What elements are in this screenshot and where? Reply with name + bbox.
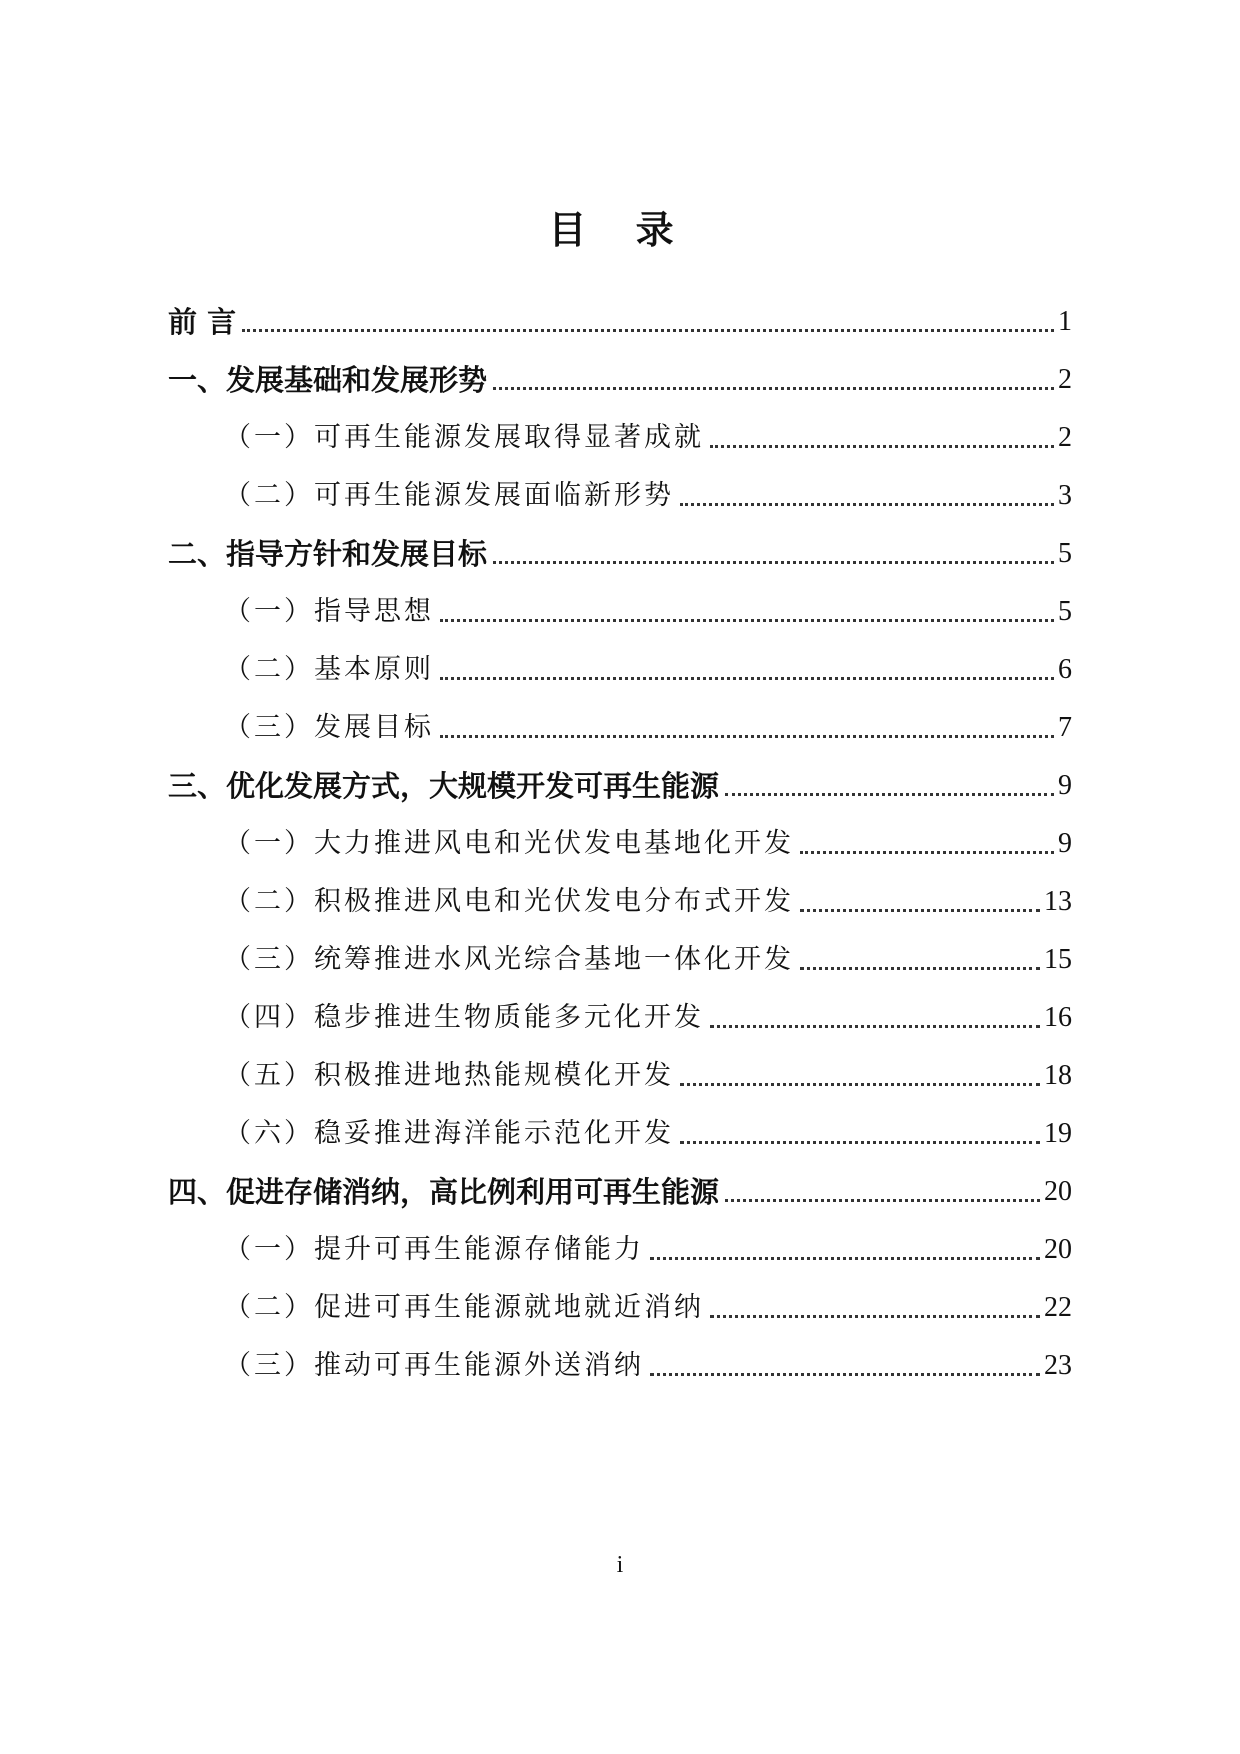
toc-title: 目 录	[548, 208, 692, 252]
toc-entry-page: 5	[1058, 538, 1072, 569]
toc-entry-section-4-1[interactable]	[224, 1226, 1072, 1270]
dot-leader	[800, 967, 1040, 970]
toc-entry-section-3-4[interactable]	[224, 994, 1072, 1038]
dot-leader	[800, 909, 1040, 912]
toc-entry-section-2-3[interactable]	[224, 704, 1072, 748]
dot-leader	[680, 1141, 1040, 1144]
dot-leader	[725, 1199, 1040, 1202]
dot-leader	[440, 735, 1054, 738]
toc-entry-page: 9	[1058, 828, 1072, 859]
toc-entry-preface[interactable]	[168, 298, 1072, 342]
dot-leader	[680, 503, 1054, 506]
toc-entry-section-2-2[interactable]	[224, 646, 1072, 690]
toc-entry-section-4-3[interactable]	[224, 1342, 1072, 1386]
toc-entry-chapter-2[interactable]	[168, 530, 1072, 574]
toc-entry-label: （六）稳妥推进海洋能示范化开发	[224, 1118, 674, 1149]
toc-entry-section-3-6[interactable]	[224, 1110, 1072, 1154]
toc-entry-section-4-2[interactable]	[224, 1284, 1072, 1328]
toc-entry-label: 一、发展基础和发展形势	[168, 363, 488, 397]
dot-leader	[440, 677, 1054, 680]
toc-entry-chapter-3[interactable]	[168, 762, 1072, 806]
dot-leader	[440, 619, 1054, 622]
dot-leader	[710, 445, 1054, 448]
dot-leader	[680, 1083, 1040, 1086]
toc-entry-section-3-1[interactable]	[224, 820, 1072, 864]
toc-entry-label: （三）推动可再生能源外送消纳	[224, 1350, 644, 1381]
toc-entry-page: 2	[1058, 364, 1072, 395]
toc-entry-page: 18	[1044, 1060, 1072, 1091]
toc-entry-page: 23	[1044, 1350, 1072, 1381]
dot-leader	[725, 793, 1054, 796]
toc-entry-label: 二、指导方针和发展目标	[168, 537, 488, 571]
page-number: i	[616, 1552, 624, 1578]
toc-entry-section-3-2[interactable]	[224, 878, 1072, 922]
dot-leader	[650, 1257, 1040, 1260]
toc-entry-page: 1	[1058, 306, 1072, 337]
toc-entry-label: （一）可再生能源发展取得显著成就	[224, 422, 704, 453]
dot-leader	[710, 1025, 1040, 1028]
toc-entry-page: 22	[1044, 1292, 1072, 1323]
toc-entry-section-1-2[interactable]	[224, 472, 1072, 516]
toc-entry-section-3-3[interactable]	[224, 936, 1072, 980]
toc-entry-page: 20	[1044, 1176, 1072, 1207]
toc-entry-page: 2	[1058, 422, 1072, 453]
toc-entry-label: 四、促进存储消纳，高比例利用可再生能源	[168, 1175, 720, 1209]
toc-entry-label: 三、优化发展方式，大规模开发可再生能源	[168, 769, 720, 803]
toc-entry-label: （五）积极推进地热能规模化开发	[224, 1060, 674, 1091]
toc-entry-section-1-1[interactable]	[224, 414, 1072, 458]
toc-entry-label: （四）稳步推进生物质能多元化开发	[224, 1002, 704, 1033]
toc-entry-label: （二）积极推进风电和光伏发电分布式开发	[224, 886, 794, 917]
toc-entry-chapter-1[interactable]	[168, 356, 1072, 400]
dot-leader	[710, 1315, 1040, 1318]
toc-entry-page: 9	[1058, 770, 1072, 801]
toc-entry-page: 5	[1058, 596, 1072, 627]
toc-entry-label: （二）促进可再生能源就地就近消纳	[224, 1292, 704, 1323]
toc-entry-label: （二）基本原则	[224, 654, 434, 685]
toc-entry-label: （一）提升可再生能源存储能力	[224, 1234, 644, 1265]
toc-entry-label: （三）发展目标	[224, 712, 434, 743]
dot-leader	[493, 561, 1054, 564]
toc-entry-label: （三）统筹推进水风光综合基地一体化开发	[224, 944, 794, 975]
toc-entry-section-2-1[interactable]	[224, 588, 1072, 632]
toc-entry-page: 7	[1058, 712, 1072, 743]
toc-entry-section-3-5[interactable]	[224, 1052, 1072, 1096]
dot-leader	[800, 851, 1054, 854]
toc-entry-page: 15	[1044, 944, 1072, 975]
toc-entry-page: 20	[1044, 1234, 1072, 1265]
toc-entry-page: 16	[1044, 1002, 1072, 1033]
dot-leader	[650, 1373, 1040, 1376]
toc-entry-label: 前 言	[168, 305, 237, 339]
toc-entry-label: （一）指导思想	[224, 596, 434, 627]
toc-entry-chapter-4[interactable]	[168, 1168, 1072, 1212]
toc-entry-page: 6	[1058, 654, 1072, 685]
toc-entry-label: （一）大力推进风电和光伏发电基地化开发	[224, 828, 794, 859]
toc-entry-page: 19	[1044, 1118, 1072, 1149]
toc-entry-page: 3	[1058, 480, 1072, 511]
dot-leader	[493, 387, 1054, 390]
toc-entry-page: 13	[1044, 886, 1072, 917]
toc-entry-label: （二）可再生能源发展面临新形势	[224, 480, 674, 511]
dot-leader	[242, 329, 1054, 332]
